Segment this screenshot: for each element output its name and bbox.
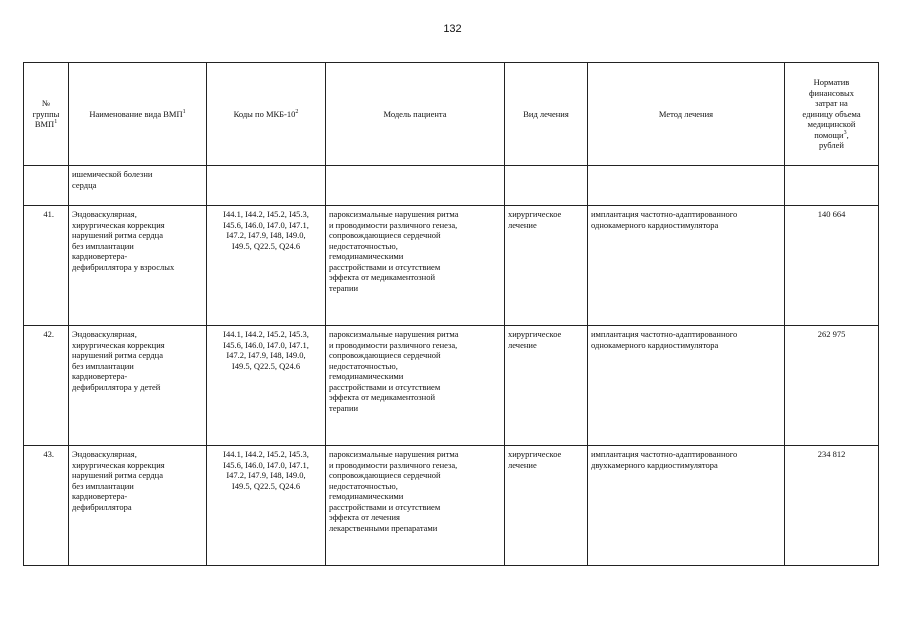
cell-patient-model-line: терапии [329, 402, 359, 413]
cell-treatment-type-line: лечение [508, 339, 537, 350]
cell-vmp-name [69, 326, 207, 446]
cell-treatment-type [505, 166, 588, 206]
cell-patient-model-line: эффекта от лечения [329, 512, 400, 522]
cell-treatment-method-line: имплантация частотно-адаптированного [591, 209, 738, 219]
cell-patient-model-line: пароксизмальные нарушения ритма [329, 449, 459, 459]
cell-treatment-method-line: имплантация частотно-адаптированного [591, 329, 738, 339]
cell-icd-codes-line: I45.6, I46.0, I47.0, I47.1, [223, 339, 309, 350]
cell-patient-model-line: гемодинамическими [329, 491, 404, 501]
cell-treatment-type [505, 446, 588, 566]
cell-patient-model-line: эффекта от медикаментозной [329, 392, 435, 402]
cell-vmp-name-line: кардиовертера- [72, 251, 128, 261]
header-icd-codes: Коды по МКБ-$10^2$ [207, 63, 326, 166]
cell-patient-model [326, 446, 505, 566]
cell-vmp-name-line: дефибриллятора у взрослых [72, 261, 175, 272]
cell-treatment-type-line: лечение [508, 219, 537, 230]
cell-vmp-name-line: без имплантации [72, 360, 134, 371]
cell-icd-codes-line: I44.1, I44.2, I45.2, I45.3, [223, 329, 309, 339]
header-treatment-type: Вид лечения [505, 63, 588, 166]
header-financial-norm: Норматив финансовых затрат на единицу объема медицинской помощи$^3$, рублей [785, 63, 879, 166]
cell-vmp-name-line: без имплантации [72, 480, 134, 491]
cell-vmp-name-line: Эндоваскулярная, [72, 209, 137, 219]
cell-icd-codes [207, 446, 326, 566]
cell-icd-codes [207, 326, 326, 446]
cell-icd-codes-line: I47.2, I47.9, I48, I49.0, [226, 230, 306, 240]
vmp-table [23, 62, 879, 566]
cell-patient-model-line: расстройствами и отсутствием [329, 261, 441, 272]
header-row [24, 63, 879, 166]
cell-treatment-method-line: однокамерного кардиостимулятора [591, 219, 719, 230]
table-row [24, 446, 879, 566]
cell-vmp-name-line: хирургическая коррекция [72, 339, 165, 350]
cell-patient-model-line: лекарственными препаратами [329, 522, 438, 533]
cell-financial-norm: 140 664 [785, 206, 879, 326]
cell-patient-model [326, 166, 505, 206]
cell-patient-model-line: терапии [329, 282, 359, 293]
cell-icd-codes [207, 206, 326, 326]
cell-patient-model-line: и проводимости различного генеза, [329, 459, 458, 470]
cell-patient-model-line: расстройствами и отсутствием [329, 501, 441, 512]
cell-treatment-method-line: двухкамерного кардиостимулятора [591, 459, 718, 470]
cell-patient-model-line: пароксизмальные нарушения ритма [329, 329, 459, 339]
cell-icd-codes-line: I44.1, I44.2, I45.2, I45.3, [223, 209, 309, 219]
page-number: 132 [443, 23, 462, 35]
header-patient-model: Модель пациента [326, 63, 505, 166]
cell-vmp-name [69, 446, 207, 566]
cell-patient-model-line: и проводимости различного генеза, [329, 339, 458, 350]
cell-patient-model-line: гемодинамическими [329, 371, 404, 381]
cell-icd-codes [207, 166, 326, 206]
cell-vmp-name-line: хирургическая коррекция [72, 459, 165, 470]
cell-vmp-name-line: дефибриллятора у детей [72, 381, 161, 392]
cell-vmp-name [69, 206, 207, 326]
cell-vmp-name-line: без имплантации [72, 240, 134, 251]
cell-financial-norm: 234 812 [785, 446, 879, 566]
cell-vmp-name-line: нарушений ритма сердца [72, 230, 163, 240]
table-row [24, 206, 879, 326]
cell-icd-codes-line: I44.1, I44.2, I45.2, I45.3, [223, 449, 309, 459]
cell-financial-norm [785, 166, 879, 206]
cell-icd-codes-line: I45.6, I46.0, I47.0, I47.1, [223, 459, 309, 470]
cell-treatment-method [588, 166, 785, 206]
header-vmp-name: Наименование вида ВМП$^1$ [69, 63, 207, 166]
cell-group-number: 43. [24, 446, 69, 566]
cell-group-number: 42. [24, 326, 69, 446]
cell-icd-codes-line: I47.2, I47.9, I48, I49.0, [226, 470, 306, 480]
cell-group-number: 41. [24, 206, 69, 326]
cell-vmp-name-line: нарушений ритма сердца [72, 350, 163, 360]
cell-financial-norm: 262 975 [785, 326, 879, 446]
cell-treatment-type [505, 206, 588, 326]
cell-vmp-name-line: нарушений ритма сердца [72, 470, 163, 480]
cell-treatment-type-line: хирургическое [508, 209, 562, 219]
cell-patient-model-line: эффекта от медикаментозной [329, 272, 435, 282]
cell-vmp-name-line: Эндоваскулярная, [72, 329, 137, 339]
cell-treatment-method-line: имплантация частотно-адаптированного [591, 449, 738, 459]
cell-vmp-name: ишемической болезни сердца [69, 166, 207, 206]
table-row [24, 326, 879, 446]
cell-treatment-type [505, 326, 588, 446]
cell-treatment-type-line: хирургическое [508, 449, 562, 459]
header-treatment-method: Метод лечения [588, 63, 785, 166]
cell-patient-model-line: и проводимости различного генеза, [329, 219, 458, 230]
cell-patient-model [326, 206, 505, 326]
cell-patient-model-line: недостаточностью, [329, 240, 398, 251]
cell-vmp-name-line: дефибриллятора [72, 501, 132, 512]
cell-patient-model-line: сопровождающиеся сердечной [329, 230, 441, 240]
cell-group-number [24, 166, 69, 206]
cell-treatment-method [588, 446, 785, 566]
header-group-number: № группы ВМП$^1$ [24, 63, 69, 166]
cell-treatment-type-line: хирургическое [508, 329, 562, 339]
cell-vmp-name-line: кардиовертера- [72, 371, 128, 381]
cell-patient-model-line: недостаточностью, [329, 360, 398, 371]
cell-icd-codes-line: I45.6, I46.0, I47.0, I47.1, [223, 219, 309, 230]
table-row-continuation [24, 166, 879, 206]
cell-patient-model-line: сопровождающиеся сердечной [329, 350, 441, 360]
cell-icd-codes-line: I49.5, Q22.5, Q24.6 [231, 480, 301, 491]
cell-treatment-type-line: лечение [508, 459, 537, 470]
cell-vmp-name-line: кардиовертера- [72, 491, 128, 501]
cell-patient-model-line: гемодинамическими [329, 251, 404, 261]
cell-treatment-method [588, 326, 785, 446]
cell-icd-codes-line: I49.5, Q22.5, Q24.6 [231, 240, 301, 251]
cell-treatment-method [588, 206, 785, 326]
cell-patient-model [326, 326, 505, 446]
cell-icd-codes-line: I49.5, Q22.5, Q24.6 [231, 360, 301, 371]
cell-patient-model-line: недостаточностью, [329, 480, 398, 491]
cell-icd-codes-line: I47.2, I47.9, I48, I49.0, [226, 350, 306, 360]
cell-vmp-name-line: Эндоваскулярная, [72, 449, 137, 459]
cell-treatment-method-line: однокамерного кардиостимулятора [591, 339, 719, 350]
cell-patient-model-line: пароксизмальные нарушения ритма [329, 209, 459, 219]
cell-patient-model-line: расстройствами и отсутствием [329, 381, 441, 392]
cell-vmp-name-line: хирургическая коррекция [72, 219, 165, 230]
cell-patient-model-line: сопровождающиеся сердечной [329, 470, 441, 480]
